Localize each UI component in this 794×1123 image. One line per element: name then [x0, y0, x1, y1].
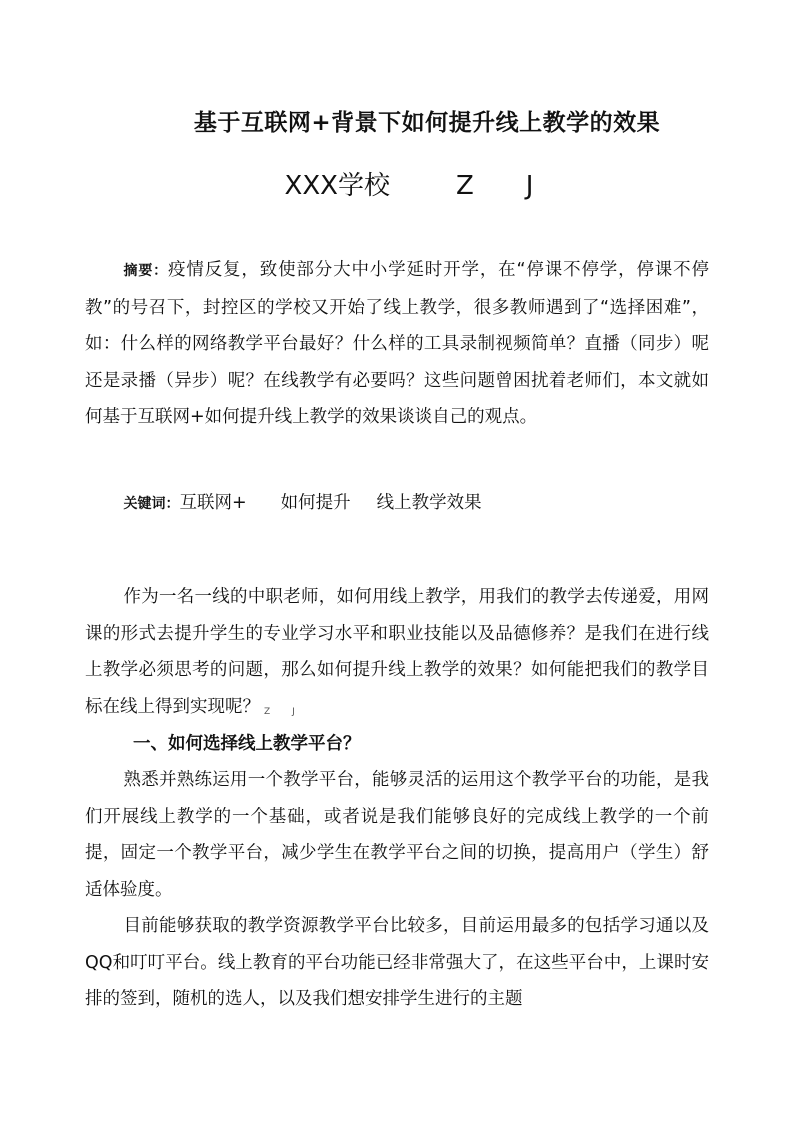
author-initial-1: Z — [455, 171, 474, 201]
keyword-1: 互联网+ — [179, 493, 247, 513]
section-1-paragraph-1 — [85, 762, 709, 908]
keyword-3: 线上教学效果 — [376, 493, 482, 513]
document-title: 基于互联网+背景下如何提升线上教学的效果 — [193, 110, 661, 136]
intro-mark-j: J — [292, 706, 295, 717]
keyword-2: 如何提升 — [280, 493, 351, 513]
section-1-heading: 一、如何选择线上教学平台？ — [133, 734, 361, 754]
author-school: XXX学校 — [284, 171, 390, 201]
abstract-label: 摘要： — [123, 263, 169, 279]
author-initial-2: J — [525, 171, 534, 201]
intro-marks — [264, 707, 295, 717]
keywords-label: 关键词： — [123, 496, 180, 512]
intro-paragraph — [85, 579, 709, 730]
author-line — [0, 165, 794, 202]
section-1-p2-text: 目前能够获取的教学资源教学平台比较多，目前运用最多的包括学习通以及QQ和叮叮平台。线上教育的平台功能已经非常强大了，在这些平台中，上课时安排的签到，随机的选人，以及我们想安排学生进行的主题 — [85, 916, 709, 1009]
intro-text: 作为一名一线的中职老师，如何用线上教学，用我们的教学去传递爱，用网课的形式去提升学生的专业学习水平和职业技能以及品德修养？是我们在进行线上教学必须思考的问题，那么如何提升线上教学的效果？如何能把我们的教学目标在线上得到实现呢？ — [85, 587, 709, 717]
intro-mark-z: Z — [264, 706, 271, 717]
section-1-paragraph-2 — [85, 908, 709, 1018]
keywords-line — [85, 485, 709, 523]
abstract-text: 疫情反复，致使部分大中小学延时开学，在“停课不停学，停课不停教”的号召下，封控区的学校又开始了线上教学，很多教师遇到了“选择困难”，如：什么样的网络教学平台最好？什么样的工具录制视频简单？直播（同步）呢还是录播（异步）呢？在线教学有必要吗？这些问题曾困扰着老师们，本文就如何基于互联网+如何提升线上教学的效果谈谈自己的观点。 — [85, 260, 709, 427]
section-1-p1-text: 熟悉并熟练运用一个教学平台，能够灵活的运用这个教学平台的功能，是我们开展线上教学的一个基础，或者说是我们能够良好的完成线上教学的一个前提，固定一个教学平台，减少学生在教学平台之间的切换，提高用户（学生）舒适体验度。 — [85, 770, 709, 900]
abstract-paragraph — [85, 252, 709, 436]
